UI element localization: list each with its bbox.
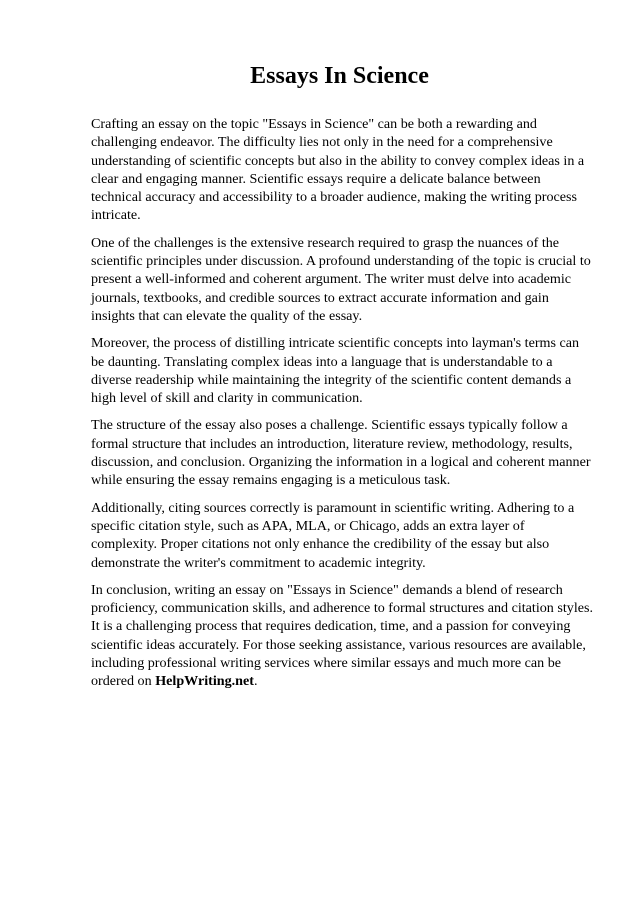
paragraph-structure: The structure of the essay also poses a challenge. Scientific essays typically follow a formal structure that includes an introduction, literature review, methodology, results, discussion, and conclusion. Organizing the information in a logical and coherent manner while ensuring the essay remains engaging is a meticulous task.	[91, 417, 591, 489]
paragraph-research: One of the challenges is the extensive research required to grasp the nuances of the scientific principles under discussion. A profound understanding of the topic is crucial to present a well-informed and coherent argument. The writer must delve into academic journals, textbooks, and credible sources to extract accurate information and gain insights that can elevate the quality of the essay.	[91, 234, 591, 324]
conclusion-text: In conclusion, writing an essay on "Essays in Science" demands a blend of research proficiency, communication skills, and adherence to formal structures and citation styles. It is a challenging process that requires dedication, time, and a passion for conveying scientific ideas accurately. For those seeking assistance, various resources are available, including professional writing services where similar essays and much more can be ordered on	[91, 581, 593, 690]
paragraph-translation: Moreover, the process of distilling intricate scientific concepts into layman's terms can be daunting. Translating complex ideas into a language that is understandable to a diverse readership while maintaining the integrity of the scientific content demands a high level of skill and clarity in communication.	[91, 335, 580, 407]
helpwriting-link[interactable]: HelpWriting.net	[155, 673, 254, 690]
paragraph-citations: Additionally, citing sources correctly is paramount in scientific writing. Adhering to a specific citation style, such as APA, MLA, or Chicago, adds an extra layer of complexity. Proper citations not only enhance the credibility of the essay but also demonstrate the writer's commitment to academic integrity.	[91, 499, 575, 571]
paragraph-intro: Crafting an essay on the topic "Essays in Science" can be both a rewarding and challenging endeavor. The difficulty lies not only in the need for a comprehensive understanding of scientific concepts but also in the ability to convey complex ideas in a clear and engaging manner. Scientific essays require a delicate balance between technical accuracy and accessibility to a broader audience, making the writing process intricate.	[91, 116, 585, 224]
document-title: Essays In Science	[250, 63, 429, 89]
paragraph-conclusion	[91, 581, 594, 691]
conclusion-end-punctuation: .	[253, 673, 258, 690]
